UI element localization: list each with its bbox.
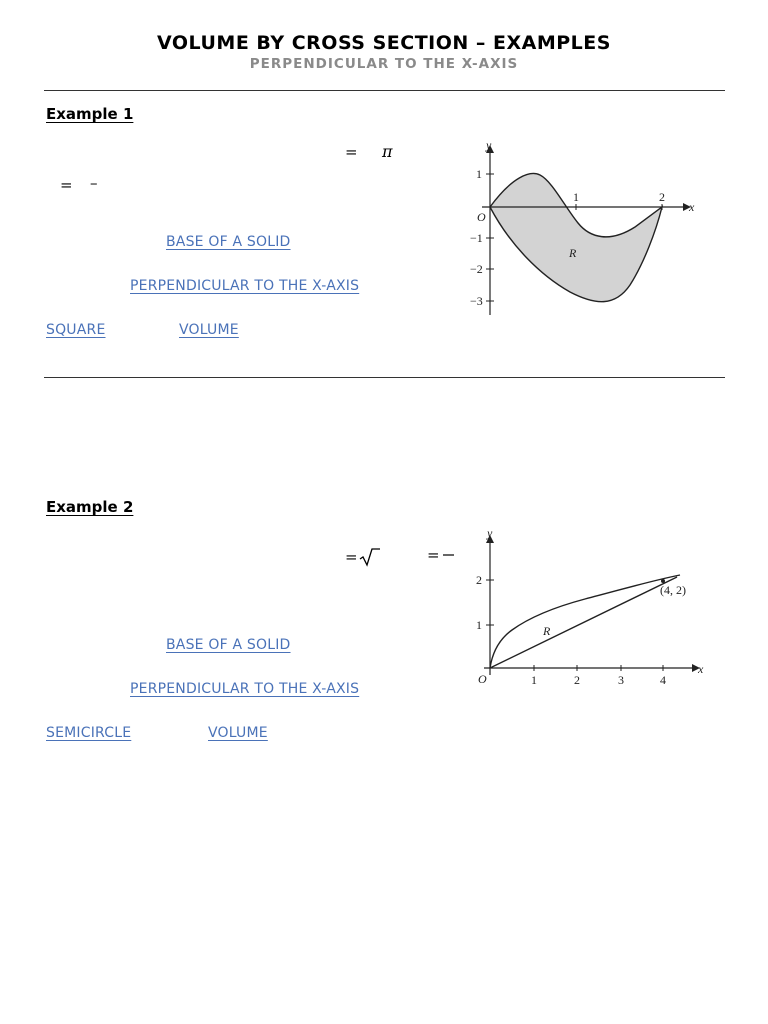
example-1-square-link[interactable]: SQUARE [46,322,106,338]
example-2-line [490,577,677,668]
example-2-x-tick-label-3: 3 [618,673,624,687]
example-1-heading: Example 1 [46,105,134,123]
sqrt-symbol-icon [359,547,381,567]
example-1-minus: – [90,174,98,192]
example-2-origin-label: O [478,672,487,686]
example-2-point-label: (4, 2) [660,583,686,597]
example-1-y-tick-label-m2: −2 [470,262,483,276]
example-2-base-of-solid-link[interactable]: BASE OF A SOLID [166,637,291,653]
example-1-pi-symbol: π [382,142,393,161]
example-2-perpendicular-link[interactable]: PERPENDICULAR TO THE X-AXIS [130,681,360,697]
example-2-semicircle-link[interactable]: SEMICIRCLE [46,725,132,741]
section-divider [44,377,725,378]
example-1-base-of-solid-link[interactable]: BASE OF A SOLID [166,234,291,250]
example-2-equals-2: = [427,546,440,564]
page-title: VOLUME BY CROSS SECTION – EXAMPLES [157,32,611,54]
header-divider [44,90,725,91]
example-1-equals-2: = [60,176,73,194]
example-1-y-tick-label-1: 1 [476,167,482,181]
example-1-y-tick-label-m1: −1 [470,231,483,245]
example-2-volume-link[interactable]: VOLUME [208,725,268,741]
example-1-region-label: R [569,246,577,260]
example-1-x-tick-label-2: 2 [659,190,665,204]
example-1-y-tick-label-m3: −3 [470,294,483,308]
example-1-perpendicular-link[interactable]: PERPENDICULAR TO THE X-AXIS [130,278,360,294]
example-1-y-label: y [486,138,492,152]
example-2-y-tick-label-1: 1 [476,618,482,632]
example-2-equals-sqrt [345,547,381,567]
example-1-volume-link[interactable]: VOLUME [179,322,239,338]
example-1-x-tick-label-1: 1 [573,190,579,204]
example-2-equals: = [345,548,358,566]
example-1-origin-label: O [477,210,486,224]
example-2-y-label: y [487,526,493,540]
example-2-heading: Example 2 [46,498,134,516]
fraction-bar-icon [441,548,455,562]
example-2-region-label: R [543,624,551,638]
example-1-equals: = [345,143,358,161]
example-2-equals-fraction [427,546,455,564]
example-2-x-tick-label-2: 2 [574,673,580,687]
example-1-x-label: x [689,200,695,214]
example-2-graph [470,525,710,690]
example-2-x-tick-label-1: 1 [531,673,537,687]
example-2-x-label: x [698,662,704,676]
example-2-x-tick-label-4: 4 [660,673,666,687]
example-1-graph [440,135,710,325]
page-subtitle: PERPENDICULAR TO THE X-AXIS [249,56,519,72]
example-2-y-tick-label-2: 2 [476,573,482,587]
